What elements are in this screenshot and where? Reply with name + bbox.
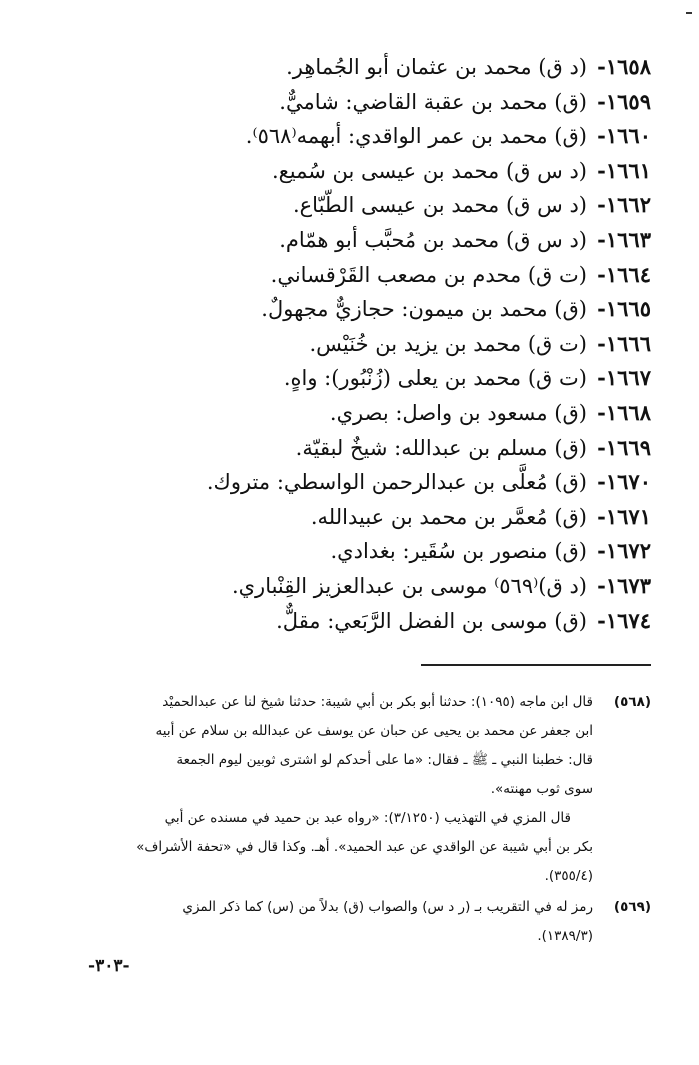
entry-number: ١٦٦٥-: [597, 296, 651, 322]
corner-mark: [686, 12, 692, 14]
footnote-line: قال ابن ماجه (١٠٩٥): حدثنا أبو بكر بن أبي شيبة: حدثنا شيخ لنا عن عبدالحميْد: [162, 694, 593, 710]
footnote-line: بكر بن أبي شيبة عن الواقدي عن عبد الحميد». أهـ. وكذا قال في «تحفة الأشراف»: [136, 839, 593, 855]
footnote-line: (٣٥٥/٤).: [544, 868, 593, 884]
footnote-body: [51, 893, 593, 951]
footnote-separator: [421, 664, 651, 666]
entry-number: ١٦٦١-: [597, 157, 651, 183]
footnote-568: [51, 688, 651, 891]
entry-1668: [211, 396, 651, 431]
entry-text: (ت ق) محمد بن يعلى (زُنْبُور): واهٍ.: [283, 366, 587, 391]
entry-1667: [211, 361, 651, 396]
entry-text: (ق) مسلم بن عبدالله: شيخٌ لبقيّة.: [295, 435, 587, 460]
entry-text: (ت ق) محدم بن مصعب القَرْقساني.: [270, 262, 587, 287]
footnote-line: رمز له في التقريب بـ (ر د س) والصواب (ق) بدلاً من (س) كما ذكر المزي: [182, 899, 593, 915]
footnotes: [51, 688, 651, 953]
footnote-569: [51, 893, 651, 951]
entry-number: ١٦٦٤-: [597, 261, 651, 287]
page-number: -٣٠٣-: [88, 956, 130, 976]
entry-number: ١٦٥٨-: [597, 54, 651, 79]
entry-number: ١٦٥٩-: [597, 88, 651, 114]
entry-number: ١٦٦٦-: [597, 330, 651, 356]
entry-text: (د س ق) محمد بن عيسى الطّبّاع.: [292, 193, 587, 218]
entry-text: (د ق)⁽٥٦٩⁾ موسى بن عبدالعزيز القِنْباري.: [231, 573, 587, 598]
entry-1666: [211, 327, 651, 362]
entry-text: (ت ق) محمد بن يزيد بن خُنَيْس.: [309, 331, 587, 356]
entry-number: ١٦٦٢-: [597, 192, 651, 218]
entry-1674: [211, 604, 651, 639]
entry-1673: [211, 569, 651, 604]
footnote-line: قال: خطبنا النبي ـ ﷺ ـ فقال: «ما على أحدكم لو اشترى ثوبين ليوم الجمعة: [176, 752, 593, 768]
entry-text: (ق) محمد بن عمر الواقدي: أبهمه⁽٥٦٨⁾.: [245, 124, 587, 149]
entry-number: ١٦٦٣-: [597, 226, 651, 252]
entry-text: (ق) موسى بن الفضل الرَّبَعي: مقلٌّ.: [276, 608, 587, 633]
entry-number: ١٦٧٤-: [597, 607, 651, 633]
entry-text: (ق) منصور بن سُقَير: بغدادي.: [330, 539, 587, 564]
footnote-line: ابن جعفر عن محمد بن يحيى عن حبان عن يوسف عن عبدالله بن سلام عن أبيه: [155, 723, 593, 739]
entry-1664: [211, 258, 651, 293]
entry-1658: [211, 50, 651, 85]
footnote-line: قال المزي في التهذيب (٣/١٢٥٠): «رواه عبد بن حميد في مسنده عن أبي: [164, 810, 571, 826]
footnote-number: (٥٦٨): [613, 694, 651, 710]
entry-1662: [211, 188, 651, 223]
entry-text: (د س ق) محمد بن عيسى بن سُميع.: [271, 158, 587, 183]
entry-number: ١٦٧٣-: [597, 572, 651, 598]
entry-1660: [211, 119, 651, 154]
entry-1661: [211, 154, 651, 189]
entry-1665: [211, 292, 651, 327]
entry-list: [206, 50, 651, 638]
footnote-number: (٥٦٩): [613, 899, 651, 915]
entry-text: (ق) محمد بن ميمون: حجازيٌّ مجهولٌ.: [261, 297, 587, 322]
footnote-line: سوى ثوب مهنته».: [490, 781, 593, 797]
entry-number: ١٦٧٢-: [597, 538, 651, 564]
entry-number: ١٦٦٧-: [597, 365, 651, 391]
entry-1672: [211, 534, 651, 569]
entry-number: ١٦٦٠-: [597, 123, 651, 149]
entry-text: (ق) مسعود بن واصل: بصري.: [329, 400, 587, 425]
entry-number: ١٦٦٩-: [597, 434, 651, 460]
entry-number: ١٦٧١-: [597, 503, 651, 529]
entry-text: (ق) مُعمَّر بن محمد بن عبيدالله.: [310, 504, 587, 529]
entry-1671: [211, 500, 651, 535]
entry-number: ١٦٧٠-: [597, 469, 651, 495]
entry-1670: [206, 465, 651, 500]
footnote-line: (١٣٨٩/٣).: [537, 928, 593, 944]
entry-text: (ق) محمد بن عقبة القاضي: شاميٌّ.: [279, 89, 587, 114]
entry-text: (د س ق) محمد بن مُحبَّب أبو همّام.: [279, 227, 587, 252]
footnote-body: [51, 688, 593, 891]
entry-1659: [211, 85, 651, 120]
entry-1669: [211, 431, 651, 466]
entry-1663: [211, 223, 651, 258]
entry-text: (د ق) محمد بن عثمان أبو الجُماهِر.: [286, 55, 587, 79]
entry-text: (ق) مُعلَّى بن عبدالرحمن الواسطي: متروك.: [206, 470, 587, 495]
entry-number: ١٦٦٨-: [597, 399, 651, 425]
